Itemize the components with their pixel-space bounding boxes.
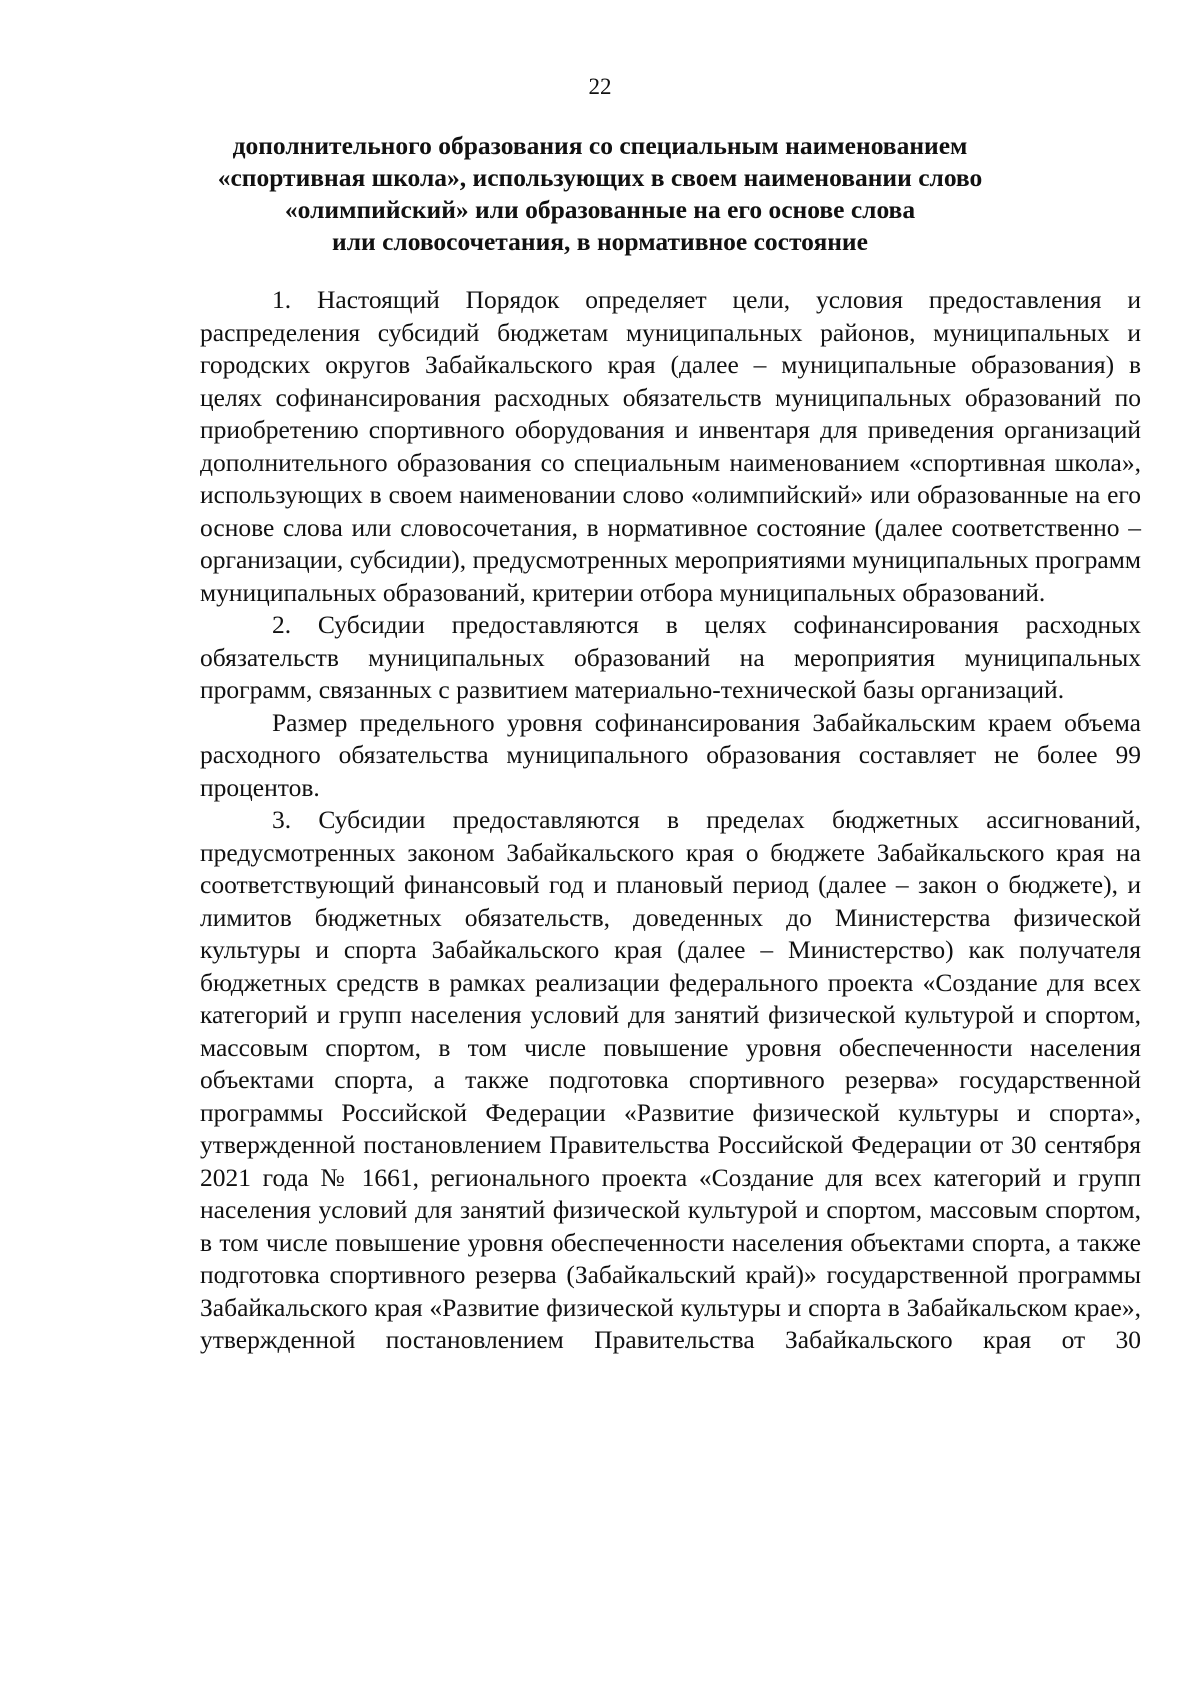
paragraph-3: 3. Субсидии предоставляются в пределах бюджетных ассигнований, предусмотренных законом Забайкальского края о бюджете Забайкальского края на соответствующий финансовый год и плановый период (далее – закон о бюджете), и лимитов бюджетных обязательств, доведенных до Министерства физической культуры и спорта Забайкальского края (далее – Министерство) как получателя бюджетных средств в рамках реализации федерального проекта «Создание для всех категорий и групп населения условий для занятий физической культурой и спортом, массовым спортом, в том числе повышение уровня обеспеченности населения объектами спорта, а также подготовка спортивного резерва» государственной программы Российской Федерации «Развитие физической культуры и спорта», утвержденной постановлением Правительства Российской Федерации от 30 сентября 2021 года № 1661, регионального проекта «Создание для всех категорий и групп населения условий для занятий физической культурой и спортом, массовым спортом, в том числе повышение уровня обеспеченности населения объектами спорта, а также подготовка спортивного резерва (Забайкальский край)» государственной программы Забайкальского края «Развитие физической культуры и спорта в Забайкальском крае», утвержденной постановлением Правительства Забайкальского края от 30: [200, 805, 1141, 1354]
section-heading: [200, 130, 1000, 258]
heading-line: «спортивная школа», использующих в своем наименовании слово: [217, 163, 983, 192]
body-text: [200, 284, 1141, 1357]
heading-line: дополнительного образования со специальным наименованием: [232, 131, 968, 160]
page-number: 22: [588, 74, 612, 99]
heading-line: или словосочетания, в нормативное состояние: [332, 227, 868, 256]
paragraph-1: 1. Настоящий Порядок определяет цели, условия предоставления и распределения субсидий бюджетам муниципальных районов, муниципальных и городских округов Забайкальского края (далее – муниципальные образования) в целях софинансирования расходных обязательств муниципальных образований по приобретению спортивного оборудования и инвентаря для приведения организаций дополнительного образования со специальным наименованием «спортивная школа», использующих в своем наименовании слово «олимпийский» или образованные на его основе слова или словосочетания, в нормативное состояние (далее соответственно – организации, субсидии), предусмотренных мероприятиями муниципальных программ муниципальных образований, критерии отбора муниципальных образований.: [200, 285, 1141, 607]
heading-line: «олимпийский» или образованные на его основе слова: [284, 195, 916, 224]
paragraph-2: 2. Субсидии предоставляются в целях софинансирования расходных обязательств муниципальных образований на мероприятия муниципальных программ, связанных с развитием материально-технической базы организаций.: [200, 610, 1141, 704]
paragraph-co-financing-limit: Размер предельного уровня софинансирования Забайкальским краем объема расходного обязательства муниципального образования составляет не более 99 процентов.: [200, 707, 1141, 802]
